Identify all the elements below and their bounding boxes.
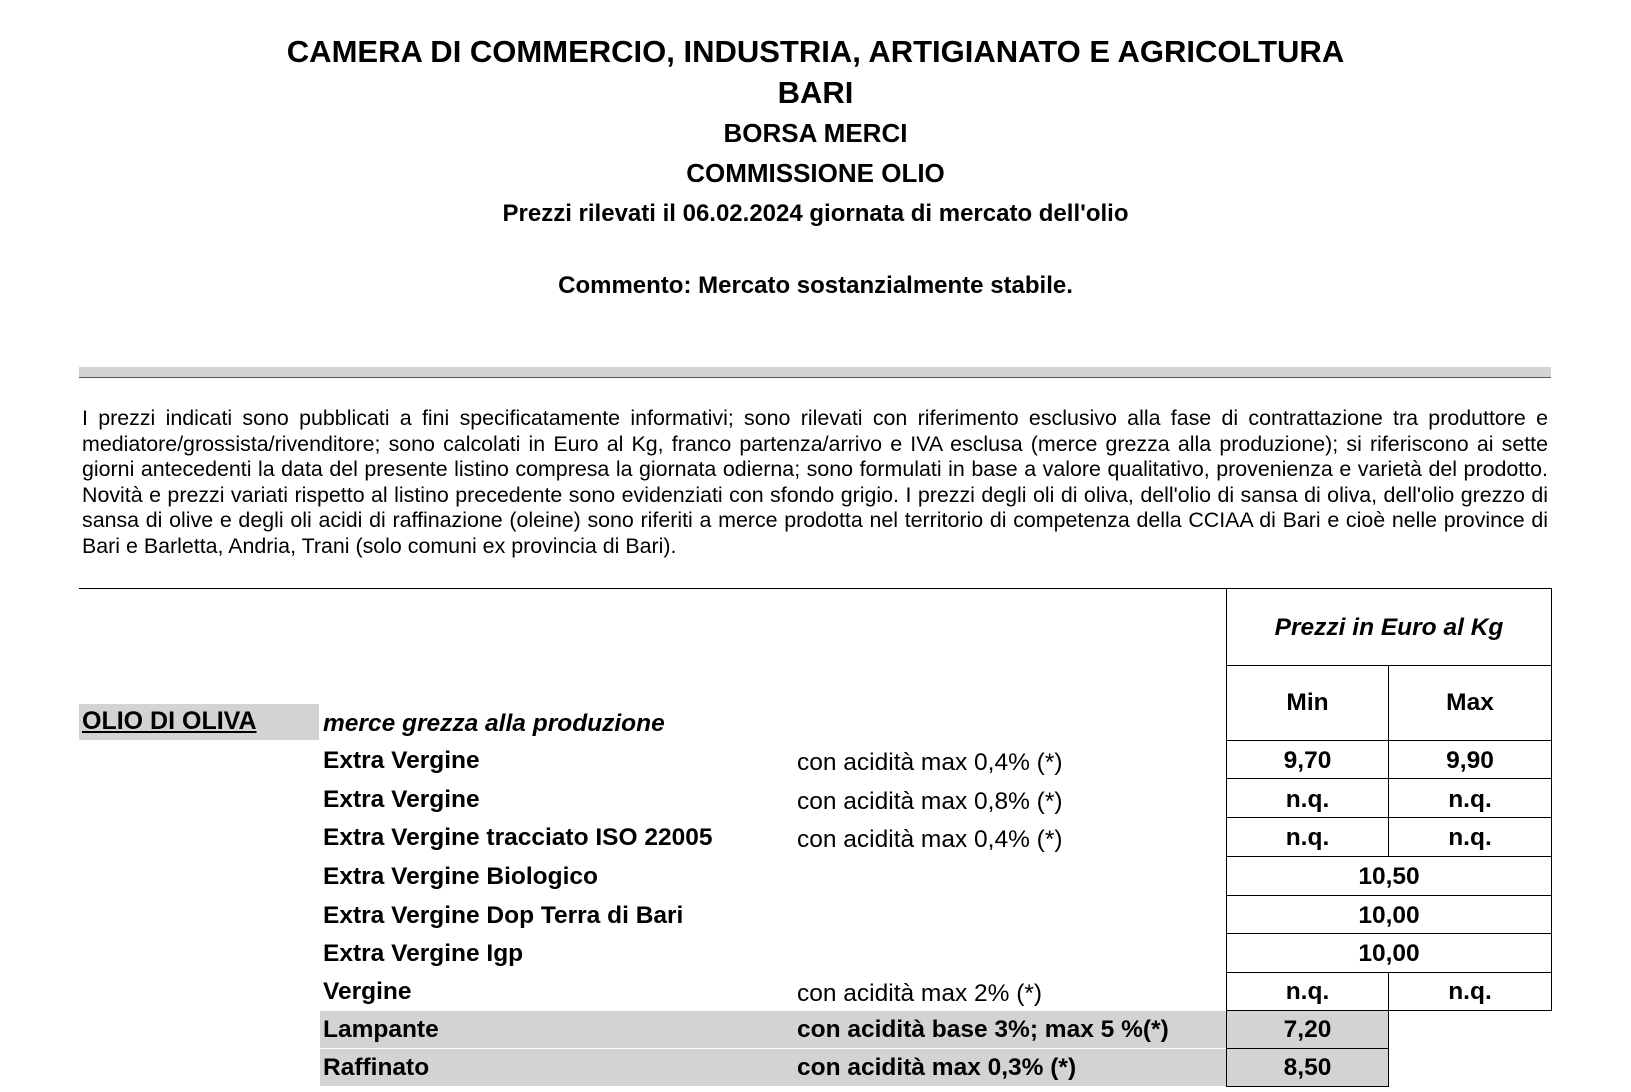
price-max: n.q.	[1448, 824, 1492, 851]
commission-title: COMMISSIONE OLIO	[686, 158, 945, 188]
product-spec: con acidità max 0,4% (*)	[797, 749, 1063, 776]
price-max: n.q.	[1448, 786, 1492, 813]
survey-date-line: Prezzi rilevati il 06.02.2024 giornata di mercato dell'olio	[502, 200, 1129, 227]
price-min: 8,50	[1283, 1054, 1332, 1081]
exchange-title: BORSA MERCI	[723, 118, 908, 148]
product-spec: con acidità max 0,8% (*)	[797, 788, 1063, 815]
market-comment: Commento: Mercato sostanzialmente stabile.	[558, 272, 1073, 299]
section-title-box	[79, 704, 319, 740]
price-min: 7,20	[1283, 1016, 1332, 1043]
product-name: Vergine	[323, 978, 412, 1005]
price-max: 9,90	[1446, 747, 1494, 774]
price-single: 10,50	[1358, 863, 1420, 890]
row-rule	[1226, 933, 1552, 934]
chamber-title: CAMERA DI COMMERCIO, INDUSTRIA, ARTIGIANATO E AGRICOLTURA	[286, 34, 1345, 69]
section-title: OLIO DI OLIVA	[82, 707, 257, 735]
product-name: Lampante	[323, 1016, 439, 1043]
product-name: Raffinato	[323, 1054, 430, 1081]
price-max: n.q.	[1448, 978, 1492, 1005]
price-unit-header: Prezzi in Euro al Kg	[1274, 614, 1504, 641]
product-spec: con acidità max 0,3% (*)	[797, 1054, 1077, 1081]
product-name: Extra Vergine tracciato ISO 22005	[323, 824, 713, 851]
product-spec: con acidità max 2% (*)	[797, 980, 1043, 1007]
max-header: Max	[1446, 689, 1494, 716]
minmax-header-rule	[1226, 740, 1552, 741]
price-min: 9,70	[1283, 747, 1332, 774]
product-spec: con acidità base 3%; max 5 %(*)	[797, 1016, 1169, 1043]
city-title: BARI	[777, 75, 854, 110]
product-spec: con acidità max 0,4% (*)	[797, 826, 1063, 853]
price-single: 10,00	[1358, 940, 1420, 967]
product-name: Extra Vergine	[323, 747, 480, 774]
price-min: n.q.	[1285, 978, 1330, 1005]
disclaimer-paragraph: I prezzi indicati sono pubblicati a fini specificatamente informativi; sono rilevati con riferimento esclusivo alla fase di contrattazione tra produttore e mediatore/grossista/rivenditore; sono calcolati in Euro al Kg, franco partenza/arrivo e IVA esclusa (merce grezza alla produzione); si riferiscono ai sette giorni antecedenti la data del presente listino compresa la giornata odierna; sono formulati in base a valore qualitativo, provenienza e varietà del prodotto. Novità e prezzi variati rispetto al listino precedente sono evidenziati con sfondo grigio. I prezzi degli oli di oliva, dell'olio di sansa di oliva, dell'olio grezzo di sansa di olive e degli oli acidi di raffinazione (oleine) sono riferiti a merce prodotta nel territorio di competenza della CCIAA di Bari e cioè nelle province di Bari e Barletta, Andria, Trani (solo comuni ex provincia di Bari).	[82, 406, 1548, 558]
row-rule	[1226, 817, 1552, 818]
price-header-rule	[1226, 665, 1552, 666]
row-rule	[1226, 1086, 1389, 1087]
highlight-row-raffinato	[320, 1049, 1227, 1086]
price-min: n.q.	[1285, 786, 1330, 813]
product-name: Extra Vergine	[323, 786, 480, 813]
table-top-rule	[79, 588, 1552, 589]
product-name: Extra Vergine Biologico	[323, 863, 599, 890]
product-name: Extra Vergine Dop Terra di Bari	[323, 902, 684, 929]
price-col-right-rule	[1551, 588, 1552, 1010]
separator-bar	[79, 367, 1551, 378]
product-name: Extra Vergine Igp	[323, 940, 524, 967]
row-rule	[1226, 972, 1552, 973]
price-single: 10,00	[1358, 902, 1420, 929]
price-min: n.q.	[1285, 824, 1330, 851]
min-header: Min	[1286, 689, 1329, 716]
row-rule	[1226, 895, 1552, 896]
row-rule	[1226, 778, 1552, 779]
section-subtitle: merce grezza alla produzione	[323, 710, 665, 737]
row-rule	[1226, 856, 1552, 857]
